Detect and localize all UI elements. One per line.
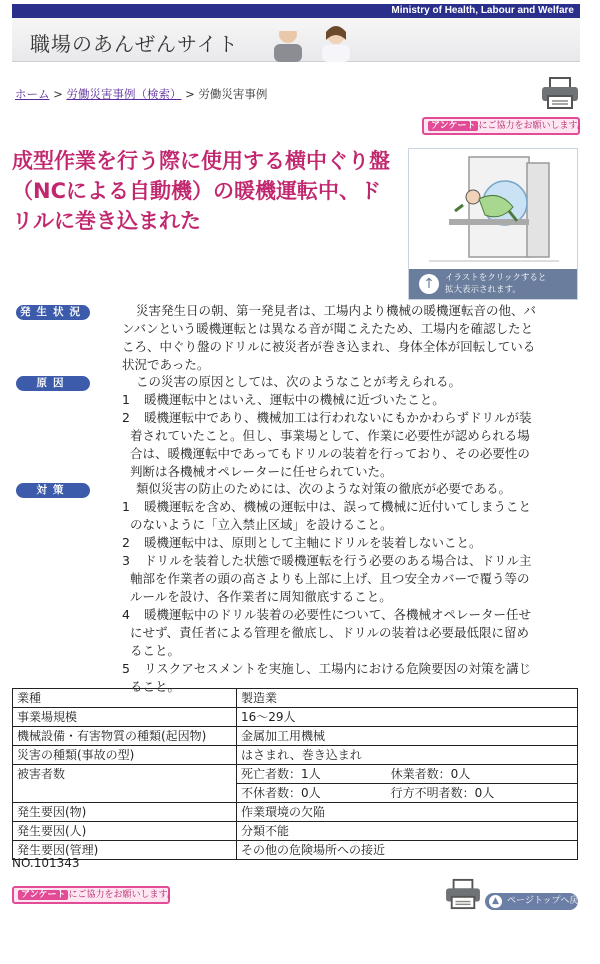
table-value: 死亡者数：1人 xyxy=(237,765,387,784)
printer-icon[interactable] xyxy=(444,878,482,910)
measure-item-num: 2 xyxy=(122,535,130,550)
table-label: 発生要因(管理) xyxy=(13,841,237,860)
measure-item-num: 4 xyxy=(122,607,130,622)
site-title[interactable]: 職場のあんぜんサイト xyxy=(30,32,239,56)
page-top-button[interactable] xyxy=(485,893,588,910)
cause-item-line: 暖機運転中とはいえ、運転中の機械に近づいたこと。 xyxy=(144,392,445,407)
cause-item-line: 着されていたこと。但し、事業場として、作業に必要性が認められる場 xyxy=(130,428,530,443)
measure-item-line: ルールを設け、各作業者に周知徹底すること。 xyxy=(130,589,392,604)
cause-item-line: 合は、暖機運転中であってもドリルの装着を行っており、その必要性の xyxy=(130,446,530,461)
survey-label: アンケート xyxy=(428,121,478,131)
measure-item-num: 3 xyxy=(122,553,130,568)
situation-line: ンバンという暖機運転とは異なる音が聞こえたため、工場内を確認したと xyxy=(122,321,534,336)
breadcrumb-home-link[interactable]: ホーム xyxy=(15,87,50,101)
cause-item-num: 1 xyxy=(122,392,130,407)
table-value: 作業環境の欠陥 xyxy=(237,803,578,822)
measure-item-line: 暖機運転中は、原則として主軸にドリルを装着しないこと。 xyxy=(144,535,482,550)
breadcrumb-separator: > xyxy=(49,87,67,101)
table-row xyxy=(13,765,578,784)
measure-item-line: 暖機運転を含め、機械の運転中は、誤って機械に近付いてしまうこと xyxy=(144,499,532,514)
table-value: 不休者数：0人 xyxy=(237,784,387,803)
badge-measures: 対策 xyxy=(16,483,90,498)
table-value: 金属加工用機械 xyxy=(237,727,578,746)
situation-line: 災害発生日の朝、第一発見者は、工場内より機械の暖機運転音の他、バ xyxy=(136,303,537,318)
measure-item-line: 暖機運転中のドリル装着の必要性について、各機械オペレーター任せ xyxy=(144,607,532,622)
table-value: 行方不明者数：0人 xyxy=(387,784,578,803)
measure-item-line: ドリルを装着した状態で暖機運転を行う必要のある場合は、ドリル主 xyxy=(144,553,532,568)
ministry-bar: Ministry of Health, Labour and Welfare xyxy=(12,4,580,18)
measure-item-num: 5 xyxy=(122,661,130,676)
situation-line: ころ、中ぐり盤のドリルに被災者が巻き込まれ、身体全体が回転している xyxy=(122,339,536,354)
table-value: 休業者数：0人 xyxy=(387,765,578,784)
survey-text: にご協力をお願いします。 xyxy=(68,890,176,900)
table-label: 事業場規模 xyxy=(13,708,237,727)
survey-label: アンケート xyxy=(18,890,68,900)
arrow-up-icon: ↑ xyxy=(419,274,439,294)
table-row xyxy=(13,841,578,860)
measure-item-line: のないように「立入禁止区域」を設けること。 xyxy=(130,517,393,532)
table-value: その他の危険場所への接近 xyxy=(237,841,578,860)
illustration-link[interactable] xyxy=(408,148,578,300)
cause-item-line: 暖機運転中であり、機械加工は行われないにもかかわらずドリルが装 xyxy=(144,410,532,425)
survey-text: にご協力をお願いします。 xyxy=(478,121,586,131)
measure-item-line: ること。 xyxy=(130,643,181,658)
table-value: 分類不能 xyxy=(237,822,578,841)
badge-situation: 発生状況 xyxy=(16,305,90,320)
table-row xyxy=(13,727,578,746)
table-label: 災害の種類(事故の型) xyxy=(13,746,237,765)
table-row xyxy=(13,746,578,765)
table-label: 発生要因(物) xyxy=(13,803,237,822)
measure-item-line: リスクアセスメントを実施し、工場内における危険要因の対策を講じ xyxy=(144,661,532,676)
table-row xyxy=(13,708,578,727)
table-row xyxy=(13,689,578,708)
measure-item-num: 1 xyxy=(122,499,130,514)
accident-illustration xyxy=(409,149,577,269)
table-value: 16〜29人 xyxy=(237,708,578,727)
header-photo xyxy=(260,18,370,62)
case-number: NO.101343 xyxy=(12,856,80,870)
breadcrumb-current: 労働災害事例 xyxy=(198,87,268,101)
table-label: 機械設備・有害物質の種類(起因物) xyxy=(13,727,237,746)
site-header xyxy=(12,18,580,62)
page-title: 成型作業を行う際に使用する横中ぐり盤（NCによる自動機）の暖機運転中、ドリルに巻き込まれた xyxy=(12,149,390,233)
survey-button[interactable] xyxy=(422,117,586,135)
breadcrumb-search-link[interactable]: 労働災害事例（検索） xyxy=(66,87,182,101)
measure-item-line: ること。 xyxy=(130,679,181,694)
cause-item-line: 判断は各機械オペレーターに任せられていた。 xyxy=(130,464,393,479)
table-row xyxy=(13,803,578,822)
breadcrumb xyxy=(15,86,267,102)
breadcrumb-separator: > xyxy=(181,87,199,101)
printer-icon[interactable] xyxy=(540,76,580,110)
caption-line: 拡大表示されます。 xyxy=(445,285,521,295)
table-label: 発生要因(人) xyxy=(13,822,237,841)
table-row xyxy=(13,822,578,841)
table-label: 被害者数 xyxy=(13,765,237,803)
caption-line: イラストをクリックすると xyxy=(445,273,547,283)
table-value: はさまれ、巻き込まれ xyxy=(237,746,578,765)
table-value: 製造業 xyxy=(237,689,578,708)
cause-intro: この災害の原因としては、次のようなことが考えられる。 xyxy=(136,374,462,389)
measure-item-line: 軸部を作業者の頭の高さよりも上部に上げ、且つ安全カバーで覆う等の xyxy=(130,571,530,586)
illustration-caption[interactable] xyxy=(409,269,577,299)
table-label: 業種 xyxy=(13,689,237,708)
measures-intro: 類似災害の防止のためには、次のような対策の徹底が必要である。 xyxy=(136,481,512,496)
arrow-up-icon: ▲ xyxy=(489,895,502,908)
page-top-label: ページトップへ戻る xyxy=(507,896,588,906)
badge-cause: 原因 xyxy=(16,376,90,391)
survey-button[interactable] xyxy=(12,886,176,904)
case-info-table xyxy=(12,688,578,860)
cause-item-num: 2 xyxy=(122,410,130,425)
situation-line: 状況であった。 xyxy=(122,357,210,372)
measure-item-line: にせず、責任者による管理を徹底し、ドリルの装着は必要最低限に留め xyxy=(130,625,530,640)
